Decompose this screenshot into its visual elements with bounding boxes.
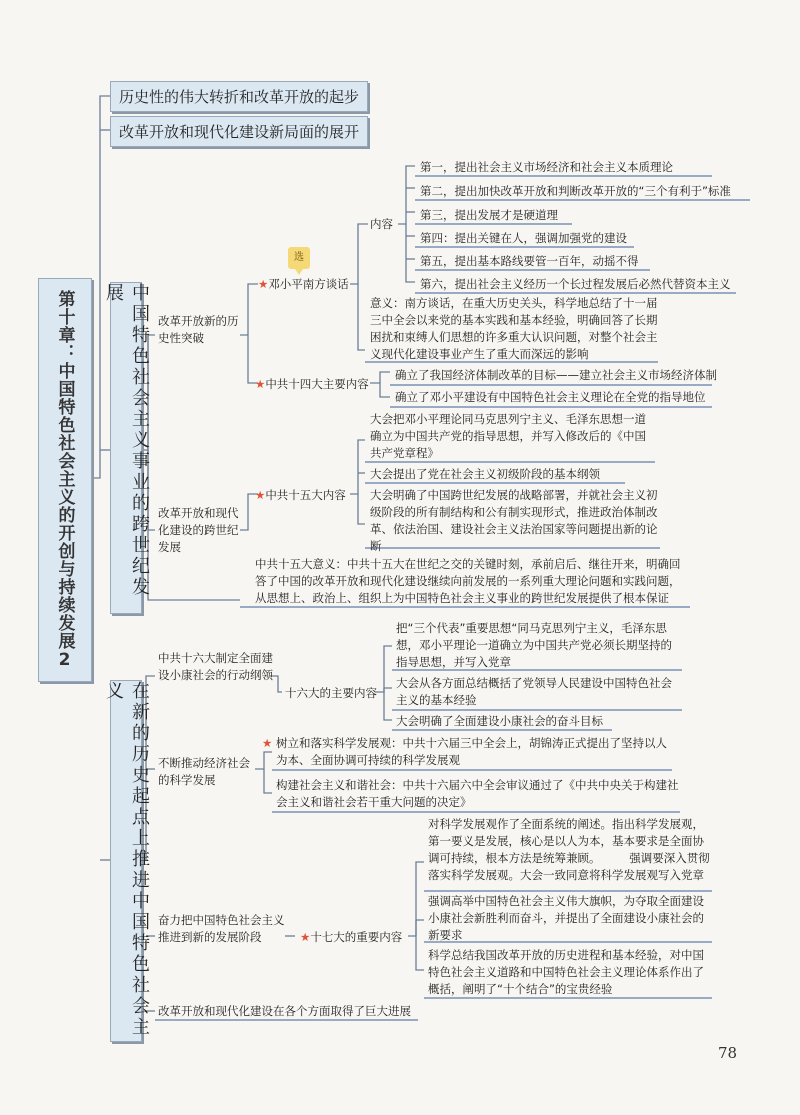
branch-well-off-program: 中共十六大制定全面建设小康社会的行动纲领 bbox=[158, 651, 273, 682]
nanfang-item: 第六，提出社会主义经历一个长过程发展后必然代替资本主义 bbox=[420, 277, 731, 291]
nanfang-item: 第一，提出社会主义市场经济和社会主义本质理论 bbox=[420, 160, 673, 174]
chapter-title: 第十章：中国特色社会主义的开创与持续发展2 bbox=[38, 278, 92, 682]
nanfang-significance: 意义：南方谈话，在重大历史关头，科学地总结了十一届三中全会以来党的基本实践和基本经验，明确回答了长期困扰和束缚人们思想的许多重大认识问题，对整个社会主义现代化建设事业产生了重大而深远的影响 bbox=[370, 296, 658, 361]
topic-history-turn: 历史性的伟大转折和改革开放的起步 bbox=[110, 81, 368, 112]
science-item: ★ 树立和落实科学发展观：中共十六届三中全会上，胡锦涛正式提出了坚持以人为本、全面协调可持续的科学发展观 bbox=[262, 736, 667, 767]
topic-new-situation: 改革开放和现代化建设新局面的展开 bbox=[110, 116, 368, 147]
congress14-item: 确立了邓小平建设有中国特色社会主义理论在全党的指导地位 bbox=[395, 390, 706, 404]
congress17-item: 对科学发展观作了全面系统的阐述。指出科学发展观，第一要义是发展，核心是以人为本，基本要求是全面协调可持续，根本方法是统筹兼顾。 强调要深入贯彻落实科学发展观。大会一致同意将科学发展观写入党章 bbox=[428, 817, 710, 882]
node-content: 内容 bbox=[370, 217, 393, 231]
node-nanfang-talk: ★邓小平南方谈话 bbox=[258, 277, 349, 291]
page-number: 78 bbox=[718, 1044, 738, 1062]
congress17-item: 强调高举中国特色社会主义伟大旗帜，为夺取全面建设小康社会新胜利而奋斗，并提出了全面建设小康社会的新要求 bbox=[428, 894, 704, 942]
star-icon: ★ bbox=[258, 277, 269, 291]
node-congress-14: ★中共十四大主要内容 bbox=[255, 377, 369, 391]
branch-new-stage: 奋力把中国特色社会主义推进到新的发展阶段 bbox=[158, 913, 285, 944]
branch-breakthrough: 改革开放新的历史性突破 bbox=[158, 314, 239, 345]
star-icon: ★ bbox=[300, 930, 311, 944]
congress17-item: 科学总结我国改革开放的历史进程和基本经验，对中国特色社会主义道路和中国特色社会主义理论体系作出了概括，阐明了“十个结合”的宝贵经验 bbox=[428, 948, 704, 996]
congress15-significance: 中共十五大意义：中共十五大在世纪之交的关键时刻，承前启后、继往开来，明确回答了中国的改革开放和现代化建设继续向前发展的一系列重大理论问题和实践问题，从思想上、政治上、组织上为中国特色社会主义事业的跨世纪发展提供了根本保证 bbox=[255, 557, 681, 605]
node-congress-17: ★十七大的重要内容 bbox=[300, 930, 403, 944]
congress15-item: 大会明确了中国跨世纪发展的战略部署，并就社会主义初级阶段的所有制结构和公有制实现形式，推进政治体制改革、依法治国、建设社会主义法治国家等问题提出新的论断 bbox=[370, 488, 658, 553]
branch-cross-century: 改革开放和现代化建设的跨世纪发展 bbox=[158, 506, 239, 554]
congress14-item: 确立了我国经济体制改革的目标——建立社会主义市场经济体制 bbox=[395, 368, 717, 382]
section-cross-century: 中国特色社会主义事业的跨世纪发展 bbox=[110, 282, 142, 614]
section-new-starting-point: 在新的历史起点上推进中国特色社会主义 bbox=[110, 680, 142, 1042]
science-item: 构建社会主义和谐社会：中共十六届六中全会审议通过了《中共中央关于构建社会主义和谐社会若干重大问题的决定》 bbox=[276, 778, 679, 809]
star-icon: ★ bbox=[255, 377, 266, 391]
nanfang-item: 第四：提出关键在人，强调加强党的建设 bbox=[420, 231, 627, 245]
star-icon: ★ bbox=[262, 736, 273, 750]
congress16-item: 大会明确了全面建设小康社会的奋斗目标 bbox=[396, 714, 603, 728]
congress16-item: 把“三个代表”重要思想“同马克思列宁主义，毛泽东思想，邓小平理论一道确立为中国共产党必须长期坚持的指导思想，并写入党章 bbox=[396, 621, 672, 669]
select-badge: 选 bbox=[288, 247, 310, 269]
nanfang-item: 第二，提出加快改革开放和判断改革开放的“三个有利于”标准 bbox=[420, 184, 731, 198]
congress16-item: 大会从各方面总结概括了党领导人民建设中国特色社会主义的基本经验 bbox=[396, 676, 672, 707]
branch-great-progress: 改革开放和现代化建设在各个方面取得了巨大进展 bbox=[158, 1004, 411, 1018]
congress15-item: 大会提出了党在社会主义初级阶段的基本纲领 bbox=[370, 467, 600, 481]
nanfang-item: 第五，提出基本路线要管一百年，动摇不得 bbox=[420, 254, 639, 268]
nanfang-item: 第三，提出发展才是硬道理 bbox=[420, 208, 558, 222]
star-icon: ★ bbox=[255, 488, 266, 502]
branch-scientific-development: 不断推动经济社会的科学发展 bbox=[158, 756, 250, 787]
node-congress-16: 十六大的主要内容 bbox=[285, 686, 377, 700]
node-congress-15: ★中共十五大内容 bbox=[255, 488, 346, 502]
congress15-item: 大会把邓小平理论同马克思列宁主义、毛泽东思想一道确立为中国共产党的指导思想，并写入修改后的《中国共产党章程》 bbox=[370, 412, 646, 460]
